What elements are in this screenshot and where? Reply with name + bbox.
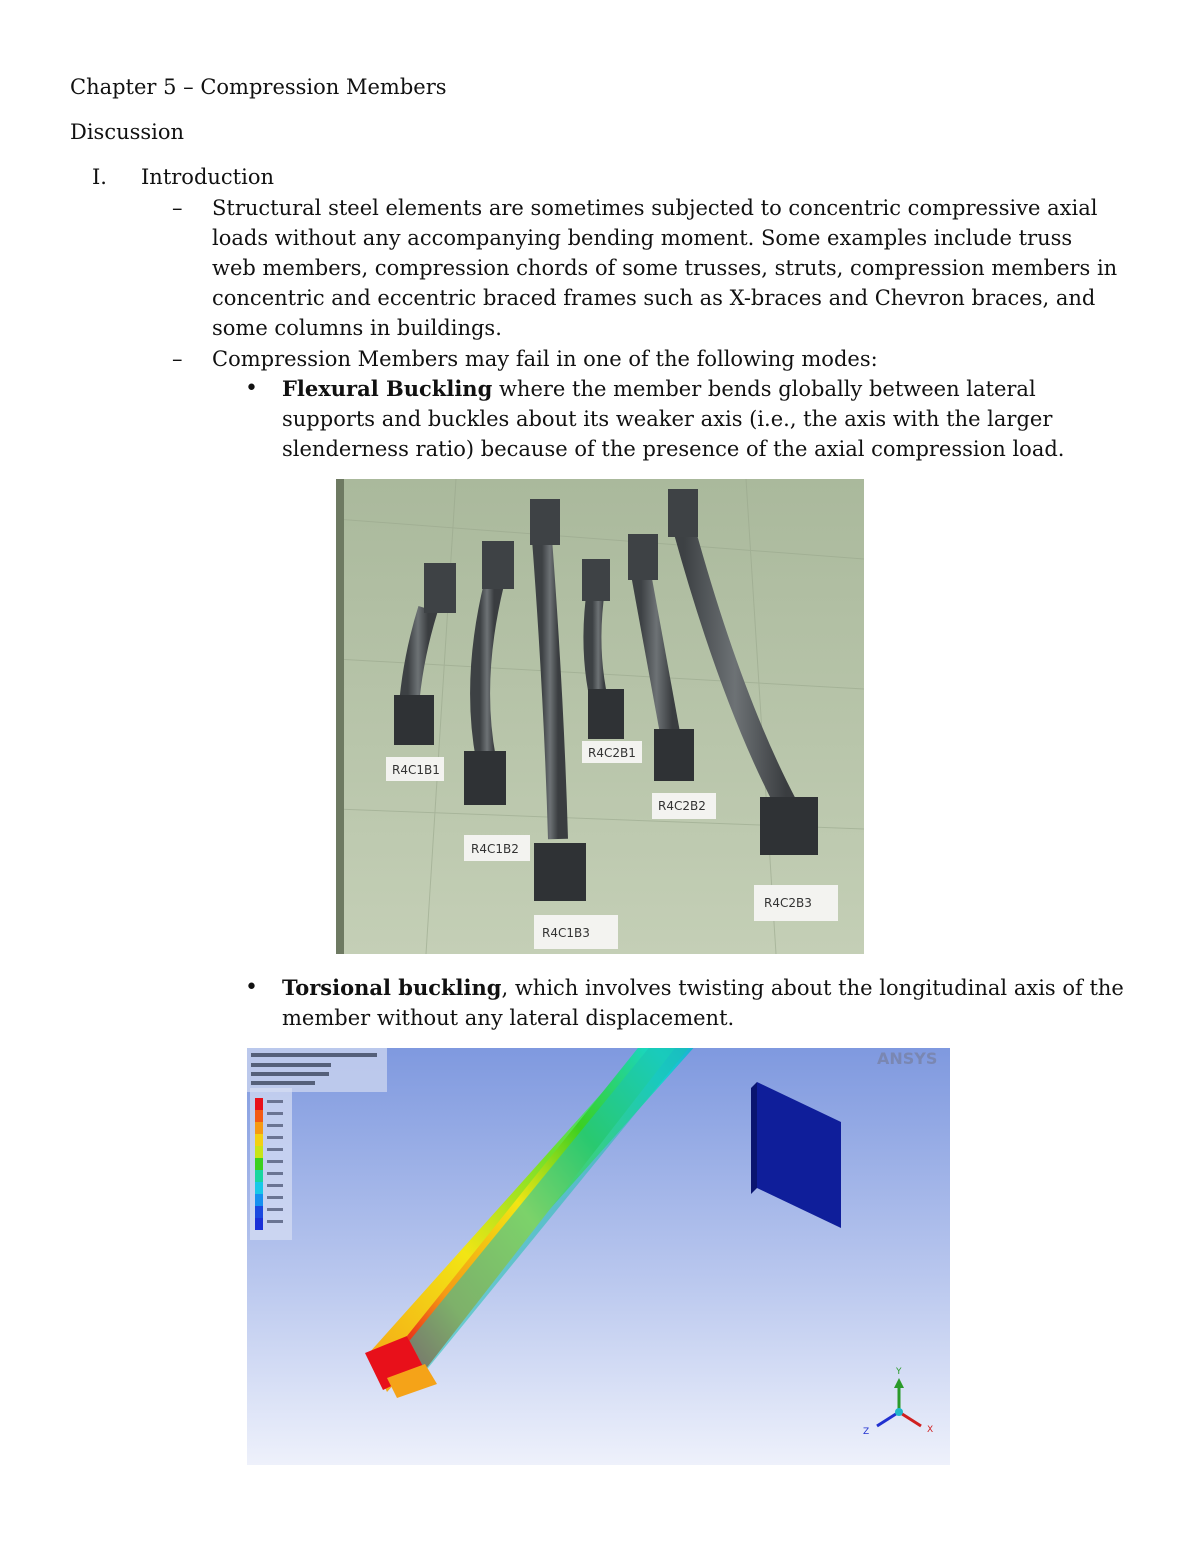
- end-plate: [394, 695, 434, 745]
- dash-marker: –: [172, 196, 183, 220]
- end-plate: [588, 689, 624, 739]
- flexural-term: Flexural Buckling: [282, 376, 493, 401]
- section-heading: Discussion: [70, 120, 185, 144]
- end-plate: [654, 729, 694, 781]
- specimen-illustration: [336, 479, 864, 954]
- photo-edge: [336, 479, 344, 954]
- bullet-marker: •: [245, 975, 258, 1000]
- specimen-label: R4C1B2: [471, 842, 519, 856]
- end-plate: [482, 541, 514, 589]
- torsional-buckling-item: [282, 973, 1132, 1033]
- end-plate: [582, 559, 610, 601]
- end-plate: [530, 499, 560, 545]
- end-plate: [628, 534, 658, 580]
- dash-marker: –: [172, 347, 183, 371]
- end-plate: [464, 751, 506, 805]
- specimen-label: R4C2B3: [764, 896, 812, 910]
- flexural-buckling-item: [282, 374, 1132, 464]
- intro-paragraph: Structural steel elements are sometimes subjected to concentric compressive axial loads without any accompanying bending moment. Some examples include truss web members, compression chords of some trusses, struts, compression members in concentric and eccentric braced frames such as X-braces and Chevron braces, and some columns in buildings.: [212, 196, 1118, 340]
- axis-label-z: Z: [863, 1427, 870, 1437]
- bullet-marker: •: [245, 376, 258, 401]
- end-plate: [424, 563, 456, 613]
- specimen-label: R4C2B1: [588, 746, 636, 760]
- flexural-description: where the member bends globally between lateral supports and buckles about its weaker axis (i.e., the axis with the larger slenderness ratio) because of the presence of the axial compression load.: [282, 377, 1065, 461]
- chapter-title: Chapter 5 – Compression Members: [70, 75, 447, 99]
- flexural-buckling-photo: [336, 479, 864, 954]
- outline-topic: Introduction: [141, 165, 274, 189]
- end-plate-edge: [751, 1082, 757, 1194]
- specimen-label: R4C1B1: [392, 763, 440, 777]
- end-plate: [534, 843, 586, 901]
- failure-modes-paragraph: Compression Members may fail in one of the following modes:: [212, 347, 878, 371]
- outline-numeral: I.: [92, 165, 107, 189]
- end-plate: [668, 489, 698, 537]
- end-plate: [760, 797, 818, 855]
- torsional-term: Torsional buckling: [282, 975, 502, 1000]
- axis-label-x: X: [927, 1425, 934, 1435]
- fea-illustration: [247, 1048, 950, 1465]
- axis-label-y: Y: [896, 1367, 902, 1377]
- torsional-description: , which involves twisting about the longitudinal axis of the member without any lateral displacement.: [282, 976, 1124, 1030]
- torsional-buckling-fea-figure: [247, 1048, 950, 1465]
- ansys-logo: ANSYS: [877, 1049, 938, 1068]
- specimen-label: R4C1B3: [542, 926, 590, 940]
- specimen-label: R4C2B2: [658, 799, 706, 813]
